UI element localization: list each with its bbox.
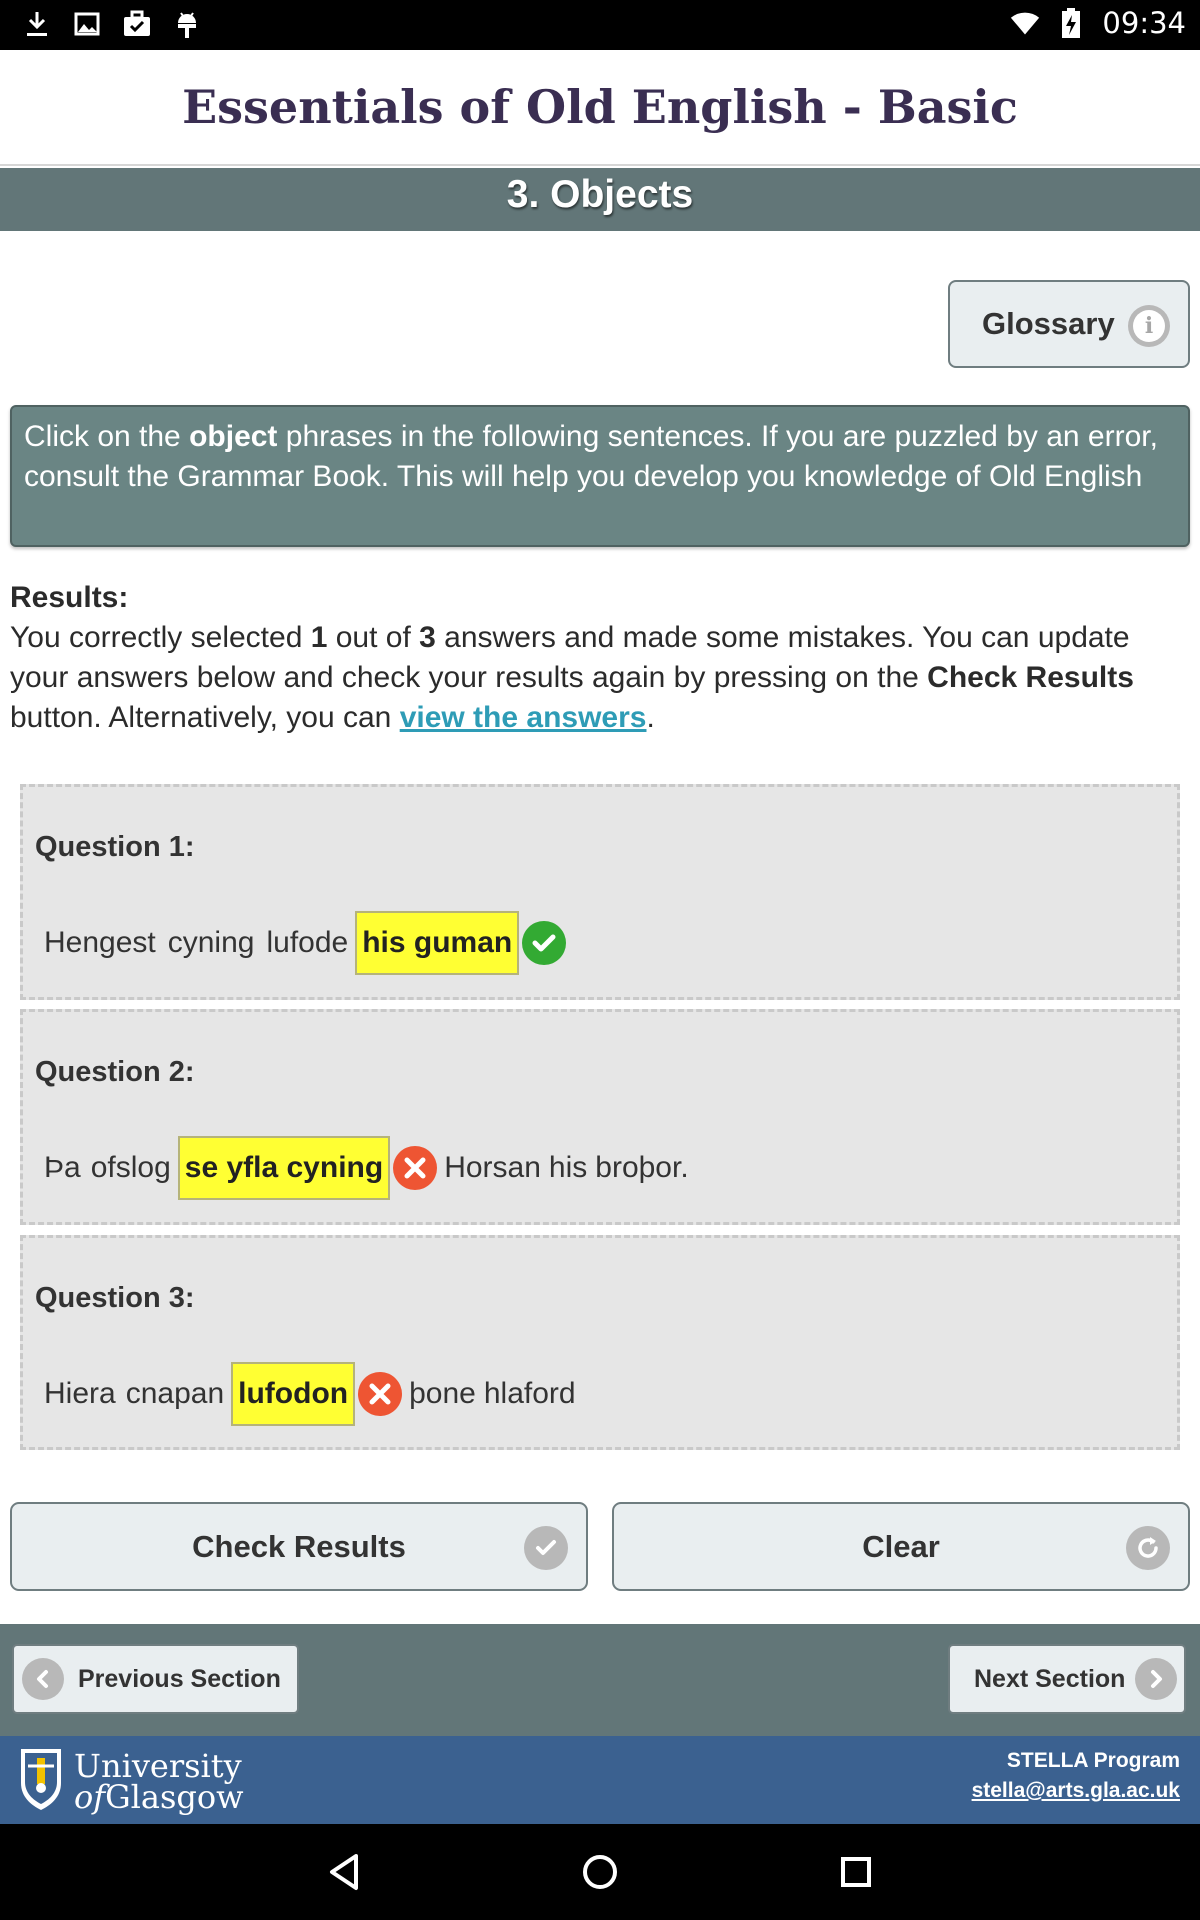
question-label: Question 1: (35, 831, 195, 863)
word[interactable]: Horsan (444, 1151, 541, 1184)
question-card-3 (20, 1235, 1180, 1450)
word[interactable]: Hiera (44, 1377, 116, 1410)
clock: 09:34 (1102, 6, 1186, 40)
university-name-of: of (74, 1777, 106, 1816)
chevron-right-icon (1135, 1658, 1177, 1700)
crest-icon (18, 1746, 64, 1817)
question-sentence (41, 1136, 692, 1200)
view-answers-link[interactable]: view the answers (399, 701, 647, 734)
selected-phrase[interactable]: his guman (355, 911, 519, 975)
image-icon (72, 8, 102, 40)
incorrect-x-icon (393, 1146, 437, 1190)
check-results-button[interactable] (10, 1502, 588, 1591)
university-logo[interactable] (18, 1746, 244, 1817)
wifi-icon (1010, 7, 1040, 39)
university-name-line2: Glasgow (105, 1777, 244, 1816)
question-label: Question 3: (35, 1282, 195, 1314)
question-card-1 (20, 784, 1180, 1000)
footer (0, 1736, 1200, 1824)
word[interactable]: cnapan (125, 1377, 225, 1410)
word[interactable]: Þa (44, 1151, 81, 1184)
selected-phrase[interactable]: se yfla cyning (178, 1136, 390, 1200)
check-results-label: Check Results (192, 1528, 406, 1564)
glossary-button[interactable] (948, 280, 1190, 368)
clear-label: Clear (862, 1528, 940, 1564)
glossary-label: Glossary (982, 306, 1115, 341)
android-icon (172, 8, 202, 40)
results-text: You correctly selected (10, 621, 311, 654)
word[interactable]: hlaford (483, 1377, 576, 1410)
word[interactable]: ofslog (90, 1151, 171, 1184)
question-card-2 (20, 1009, 1180, 1225)
word[interactable]: his (548, 1151, 588, 1184)
results-text: answers and made some mistakes. You can update your answers below and check your results again by pressing on the (10, 621, 1130, 694)
section-title: 3. Objects (506, 172, 694, 216)
program-name: STELLA Program (1006, 1749, 1180, 1772)
system-navigation-bar (0, 1824, 1200, 1920)
contact-email-link[interactable]: stella@arts.gla.ac.uk (971, 1779, 1180, 1802)
instruction-emphasis: object (189, 420, 278, 453)
word[interactable]: þone (409, 1377, 476, 1410)
section-navigation (0, 1624, 1200, 1736)
results-text: out of (327, 621, 420, 654)
stella-info (972, 1746, 1180, 1806)
results-summary (10, 578, 1195, 738)
app-title: Essentials of Old English - Basic (182, 80, 1018, 134)
previous-section-button[interactable] (12, 1644, 299, 1714)
instruction-text-rest: phrases in the following sentences. If you are puzzled by an error, consult the Grammar Book. This will help you develop you knowledge of Old English (24, 420, 1158, 493)
home-icon[interactable] (578, 1850, 622, 1894)
next-section-label: Next Section (974, 1664, 1126, 1693)
word[interactable]: Hengest (44, 926, 156, 959)
section-header (0, 168, 1200, 231)
previous-section-label: Previous Section (78, 1664, 281, 1693)
results-heading: Results: (10, 581, 129, 614)
check-icon (524, 1526, 568, 1570)
word[interactable]: lufode (266, 926, 349, 959)
results-text: button. Alternatively, you can (10, 701, 400, 734)
question-sentence (41, 1362, 579, 1426)
briefcase-check-icon (122, 8, 152, 40)
total-count: 3 (419, 621, 436, 654)
clear-button[interactable] (612, 1502, 1190, 1591)
correct-count: 1 (310, 621, 328, 654)
word[interactable]: cyning (167, 926, 255, 959)
app-header (0, 50, 1200, 166)
word[interactable]: broþor. (595, 1151, 689, 1184)
back-icon[interactable] (322, 1850, 366, 1894)
info-icon: i (1128, 305, 1170, 347)
battery-charging-icon (1056, 7, 1086, 39)
download-icon (22, 8, 52, 40)
recents-icon[interactable] (834, 1850, 878, 1894)
instruction-text: Click on the (24, 420, 190, 453)
incorrect-x-icon (358, 1372, 402, 1416)
question-sentence (41, 911, 570, 975)
refresh-icon (1126, 1526, 1170, 1570)
chevron-left-icon (22, 1658, 64, 1700)
check-results-reference: Check Results (927, 661, 1134, 694)
question-label: Question 2: (35, 1056, 195, 1088)
status-bar (0, 0, 1200, 50)
results-text: . (646, 701, 655, 734)
selected-phrase[interactable]: lufodon (231, 1362, 355, 1426)
university-name-line1: University (74, 1746, 242, 1785)
correct-check-icon (522, 921, 566, 965)
instruction-box (10, 405, 1190, 547)
next-section-button[interactable] (948, 1644, 1186, 1714)
